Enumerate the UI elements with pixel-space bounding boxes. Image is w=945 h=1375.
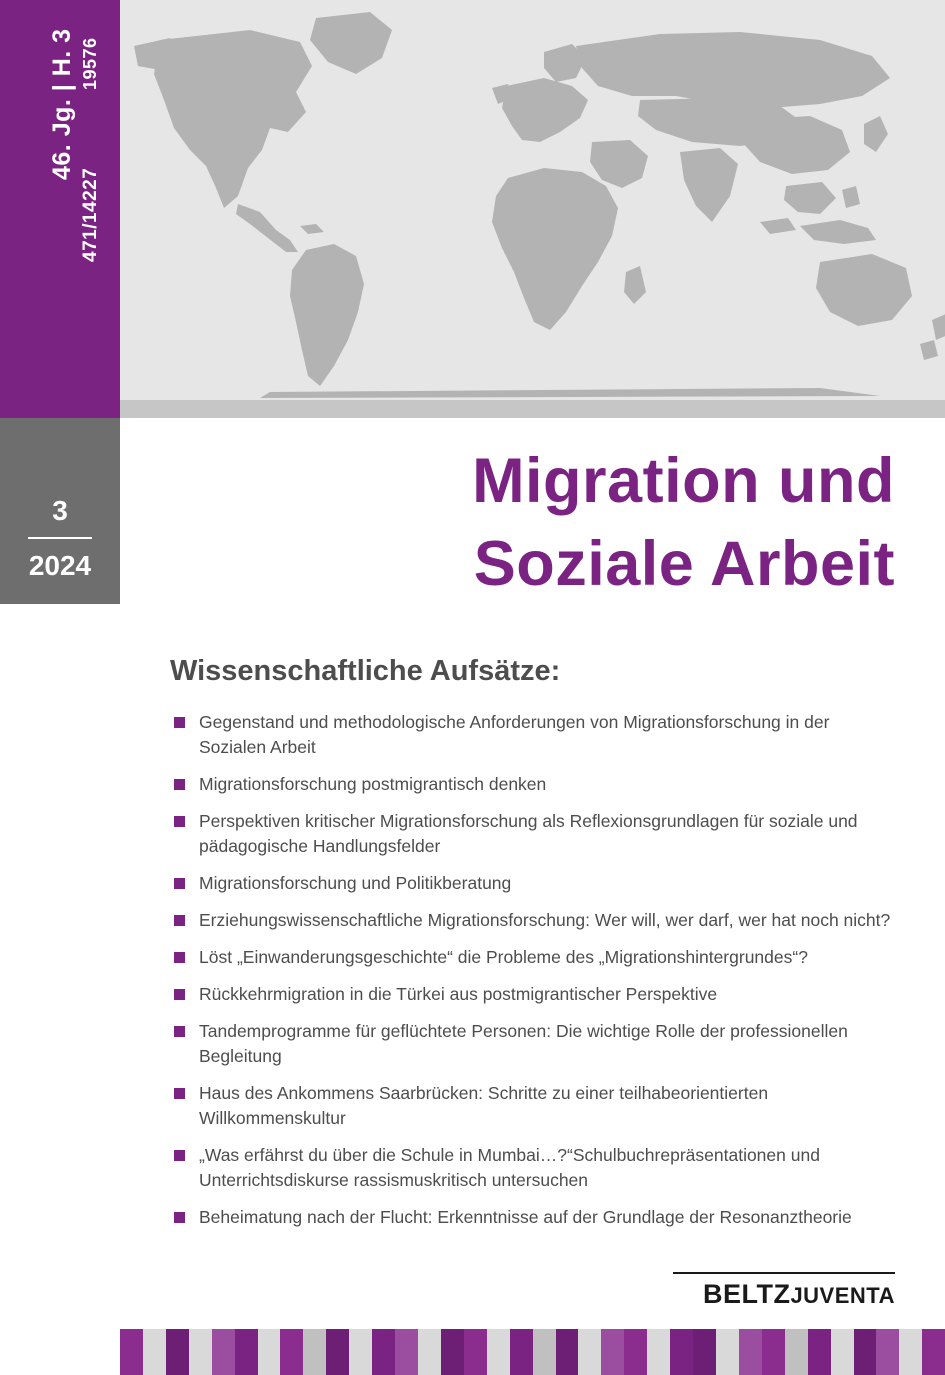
footer-swatch [258,1329,281,1375]
article-title: „Was erfährst du über die Schule in Mumbai…?“Schulbuchrepräsentationen und Unterrichtsdiskurse rassismuskritisch untersuchen [199,1145,820,1191]
footer-swatch [441,1329,464,1375]
list-item [170,772,900,797]
article-title: Migrationsforschung postmigrantisch denken [199,774,547,795]
footer-swatch [189,1329,212,1375]
footer-left-blank [0,1329,120,1375]
footer-swatch [418,1329,441,1375]
footer-swatch [464,1329,487,1375]
footer-swatch [716,1329,739,1375]
article-title: Haus des Ankommens Saarbrücken: Schritte zu einer teilhabeorientierten Willkommenskultur [199,1083,769,1129]
footer-swatch [372,1329,395,1375]
spine-issue-number: 3 [52,495,68,526]
list-item [170,871,900,896]
square-bullet-icon [174,1212,185,1223]
footer-swatch [326,1329,349,1375]
square-bullet-icon [174,1026,185,1037]
square-bullet-icon [174,878,185,889]
publisher-name-beltz: BELTZ [702,1279,791,1309]
list-item [170,1019,900,1069]
footer-swatch [510,1329,533,1375]
spine-issue-label: 46. Jg. | H. 3 [48,28,76,180]
square-bullet-icon [174,1150,185,1161]
footer-swatch [487,1329,510,1375]
title-line-1: Migration und [472,446,895,516]
article-title: Rückkehrmigration in die Türkei aus postmigrantischer Perspektive [199,984,718,1005]
page-title [120,440,895,606]
footer-swatch [303,1329,326,1375]
list-item [170,1205,900,1230]
list-item [170,945,900,970]
footer-swatch [212,1329,235,1375]
list-item [170,1143,900,1193]
article-title: Migrationsforschung und Politikberatung [199,873,512,894]
article-title: Tandemprogramme für geflüchtete Personen: Die wichtige Rolle der professionellen Begleitung [199,1021,848,1067]
publisher-divider [673,1272,895,1274]
article-title: Erziehungswissenschaftliche Migrationsforschung: Wer will, wer darf, wer hat noch nicht? [199,910,891,931]
footer-swatch [624,1329,647,1375]
footer-swatch [922,1329,945,1375]
list-item [170,710,900,760]
footer-swatch [601,1329,624,1375]
footer-swatch [670,1329,693,1375]
footer-swatch [876,1329,899,1375]
footer-swatch [899,1329,922,1375]
footer-swatch [120,1329,143,1375]
article-title: Perspektiven kritischer Migrationsforschung als Reflexionsgrundlagen für soziale und pädagogische Handlungsfelder [199,811,858,857]
map-bottom-strip [120,400,945,418]
list-item [170,1081,900,1131]
list-item [170,809,900,859]
list-item [170,908,900,933]
footer-swatch [349,1329,372,1375]
article-title: Löst „Einwanderungsgeschichte“ die Probleme des „Migrationshintergrundes“? [199,947,808,968]
footer-swatch [556,1329,579,1375]
list-item [170,982,900,1007]
footer-swatch [831,1329,854,1375]
footer-swatch [647,1329,670,1375]
section-heading: Wissenschaftliche Aufsätze: [170,655,561,687]
footer-swatch [854,1329,877,1375]
contents-section [170,655,900,1242]
footer-swatch [235,1329,258,1375]
footer-swatch [785,1329,808,1375]
footer-color-strip [120,1329,945,1375]
footer-swatch [143,1329,166,1375]
footer-swatch [578,1329,601,1375]
spine-code-label: 471/14227 [80,167,101,262]
spine-divider [28,537,92,539]
footer-swatch [395,1329,418,1375]
square-bullet-icon [174,717,185,728]
article-title: Beheimatung nach der Flucht: Erkenntnisse auf der Grundlage der Resonanztheorie [199,1207,852,1228]
spine-issn-label: 19576 [80,37,100,90]
title-line-2: Soziale Arbeit [473,529,895,600]
article-title: Gegenstand und methodologische Anforderungen von Migrationsforschung in der Sozialen Arbeit [199,712,830,758]
footer-swatch [808,1329,831,1375]
world-map-image [120,0,945,400]
footer-swatch [533,1329,556,1375]
footer-swatch [693,1329,716,1375]
square-bullet-icon [174,989,185,1000]
footer-swatch [762,1329,785,1375]
square-bullet-icon [174,816,185,827]
square-bullet-icon [174,1088,185,1099]
publisher-name-juventa: JUVENTA [790,1283,895,1308]
footer-swatch [739,1329,762,1375]
footer-swatch [166,1329,189,1375]
square-bullet-icon [174,915,185,926]
publisher-name [673,1279,895,1310]
article-list [170,710,900,1230]
spine-year: 2024 [28,550,92,581]
footer-swatch [280,1329,303,1375]
square-bullet-icon [174,779,185,790]
publisher-logo [673,1272,895,1310]
square-bullet-icon [174,952,185,963]
